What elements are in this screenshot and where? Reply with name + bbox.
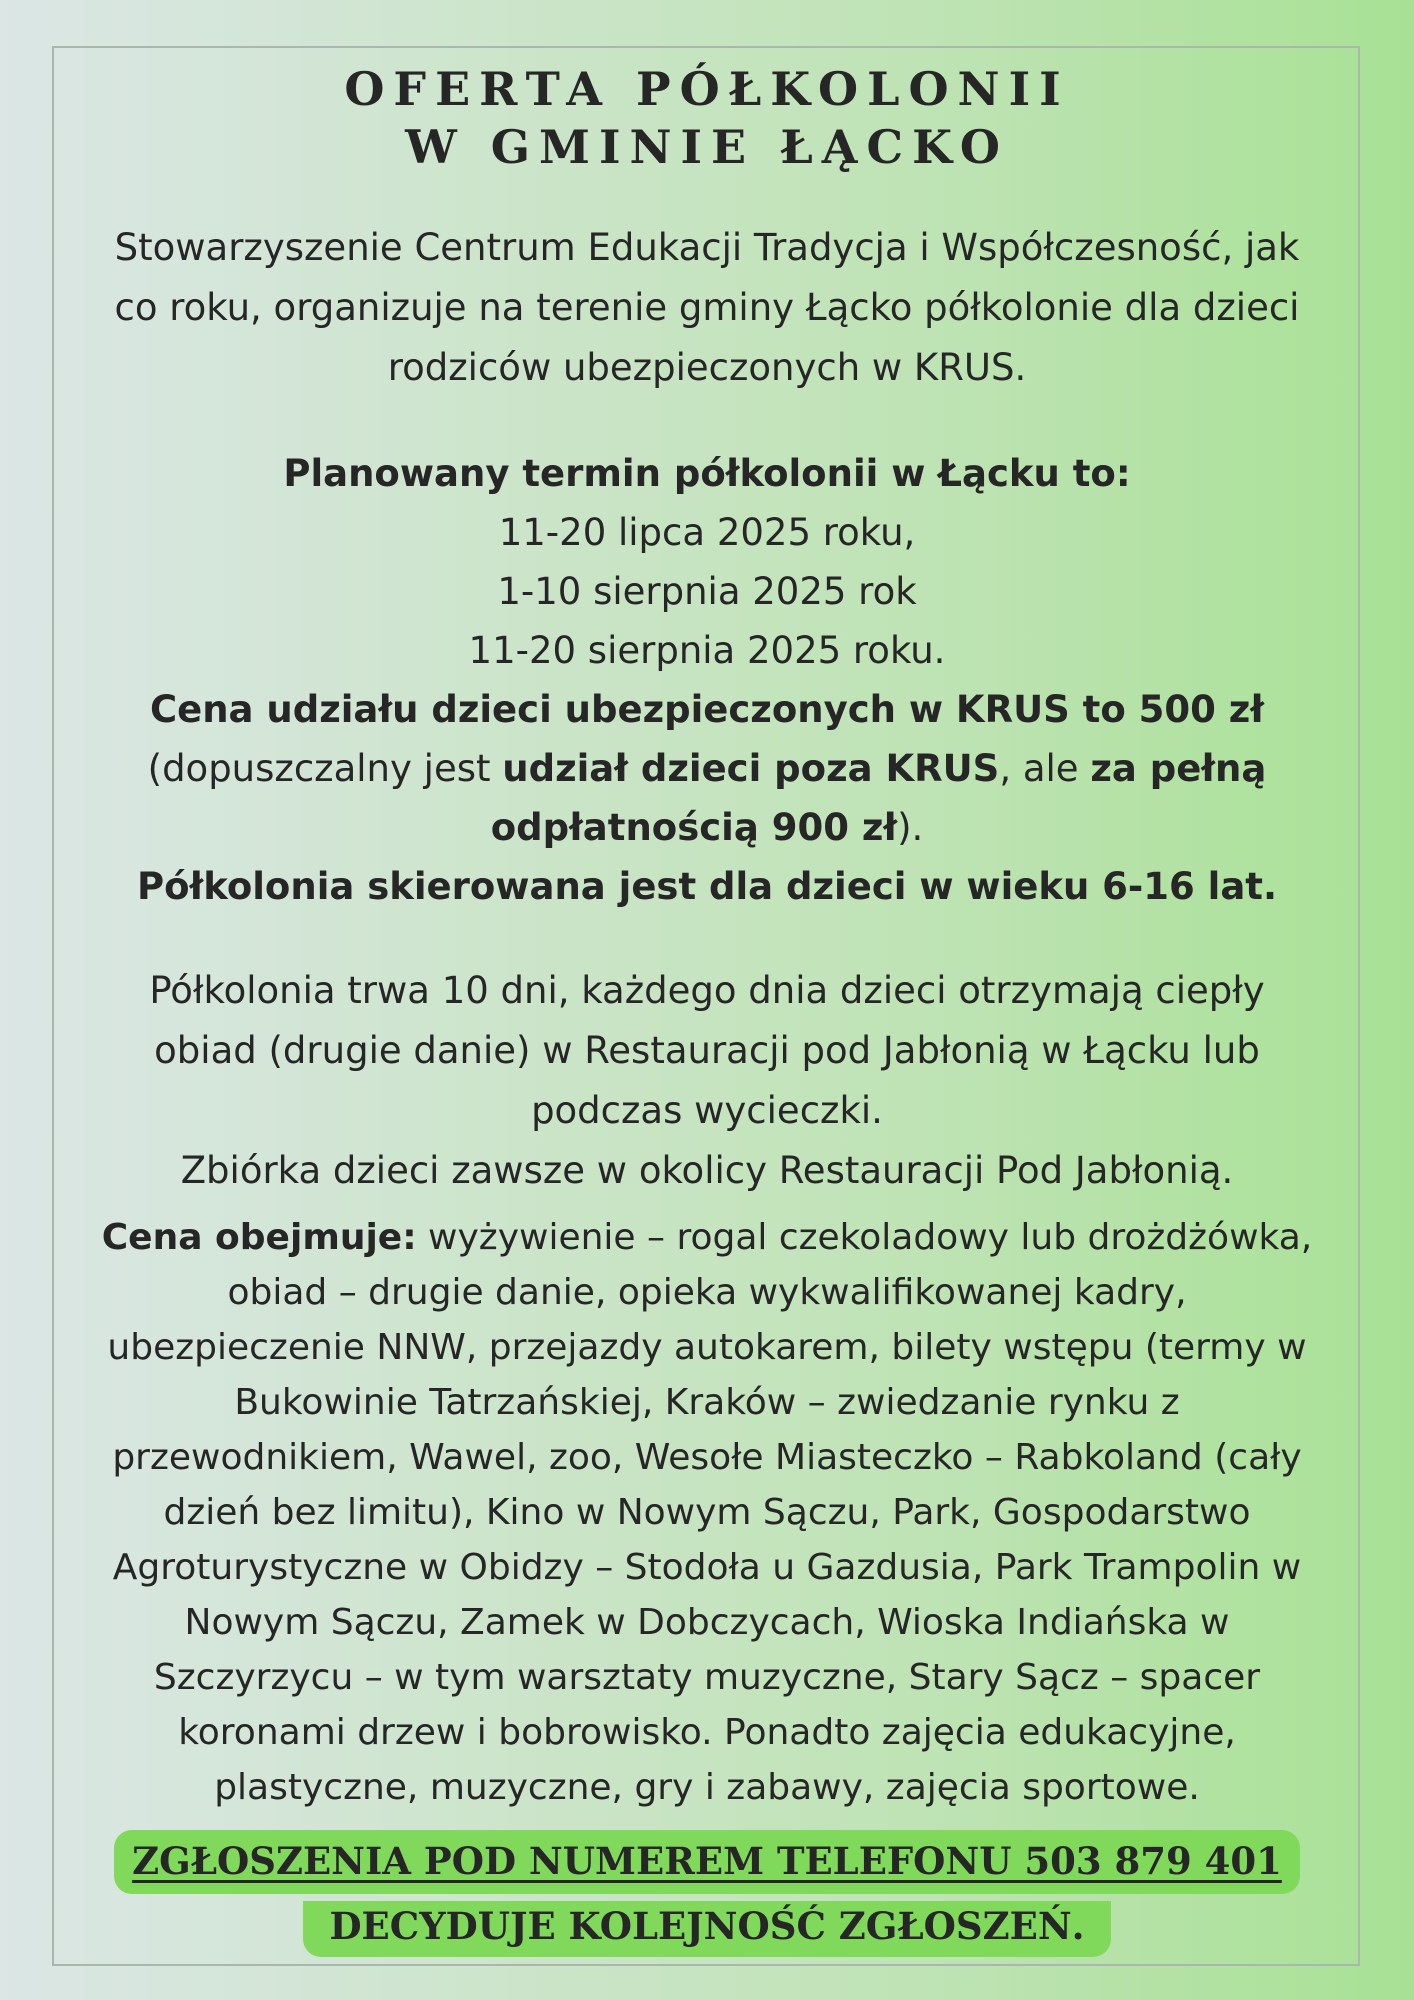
includes-line: Nowym Sączu, Zamek w Dobczycach, Wioska Indiańska w [184,1602,1230,1643]
info-line: podczas wycieczki. [531,1089,883,1132]
includes-first-line [70,1210,1344,1265]
info-line: Półkolonia trwa 10 dni, każdego dnia dzieci otrzymają ciepły [149,969,1265,1012]
registration-order-text: DECYDUJE KOLEJNOŚĆ ZGŁOSZEŃ. [303,1901,1110,1957]
schedule-date: 1-10 sierpnia 2025 rok [497,570,917,613]
non-krus-prefix: (dopuszczalny jest [147,747,503,790]
age-range: Półkolonia skierowana jest dla dzieci w wieku 6-16 lat. [136,865,1278,908]
schedule-heading: Planowany termin półkolonii w Łącku to: [283,452,1131,495]
includes-line: ubezpieczenie NNW, przejazdy autokarem, bilety wstępu (termy w [107,1327,1307,1368]
schedule-date: 11-20 sierpnia 2025 roku. [468,629,946,672]
info-line: obiad (drugie danie) w Restauracji pod Jabłonią w Łącku lub [154,1029,1260,1072]
intro-line: co roku, organizuje na terenie gminy Łącko półkolonie dla dzieci [114,286,1300,329]
info-line: Zbiórka dzieci zawsze w okolicy Restauracji Pod Jabłonią. [180,1149,1234,1192]
schedule-date: 11-20 lipca 2025 roku, [498,511,916,554]
includes-label: Cena obejmuje: [101,1217,417,1258]
includes-line: obiad – drugie danie, opieka wykwalifikowanej kadry, [227,1272,1187,1313]
non-krus-suffix: ). [897,806,924,849]
intro-line: Stowarzyszenie Centrum Edukacji Tradycja i Współczesność, jak [114,226,1300,269]
includes-line: przewodnikiem, Wawel, zoo, Wesołe Miasteczko – Rabkoland (cały [112,1437,1302,1478]
price-includes-paragraph [70,1210,1344,1815]
title-line-1: OFERTA PÓŁKOLONII [344,62,1070,116]
non-krus-participation: udział dzieci poza KRUS [502,747,1000,790]
full-payment-amount: odpłatnością 900 zł [490,806,898,849]
phone-banner [0,1830,1414,1894]
includes-line: Szczyrzycu – w tym warsztaty muzyczne, Stary Sącz – spacer [153,1657,1261,1698]
info-paragraph [70,961,1344,1201]
includes-line: koronami drzew i bobrowisko. Ponadto zajęcia edukacyjne, [178,1712,1236,1753]
includes-line: dzień bez limitu), Kino w Nowym Sączu, Park, Gospodarstwo [163,1492,1251,1533]
title-line-2: W GMINIE ŁĄCKO [405,120,1009,174]
page-title [0,60,1414,176]
intro-paragraph [70,218,1344,398]
full-payment-label: za pełną [1090,747,1267,790]
order-banner [0,1901,1414,1957]
includes-first-line-text: wyżywienie – rogal czekoladowy lub drożdżówka, [416,1217,1313,1258]
includes-line: Agroturystyczne w Obidzy – Stodoła u Gazdusia, Park Trampolin w [112,1547,1302,1588]
non-krus-price-line-1 [70,739,1344,798]
intro-line: rodziców ubezpieczonych w KRUS. [387,346,1027,389]
krus-price: Cena udziału dzieci ubezpieczonych w KRUS to 500 zł [149,688,1265,731]
includes-line: Bukowinie Tatrzańskiej, Kraków – zwiedzanie rynku z [234,1382,1180,1423]
phone-registration-text[interactable]: ZGŁOSZENIA POD NUMEREM TELEFONU 503 879 401 [114,1830,1300,1894]
includes-line: plastyczne, muzyczne, gry i zabawy, zajęcia sportowe. [214,1767,1200,1808]
schedule-section [70,444,1344,916]
non-krus-price-line-2 [70,798,1344,857]
non-krus-mid: , ale [999,747,1091,790]
